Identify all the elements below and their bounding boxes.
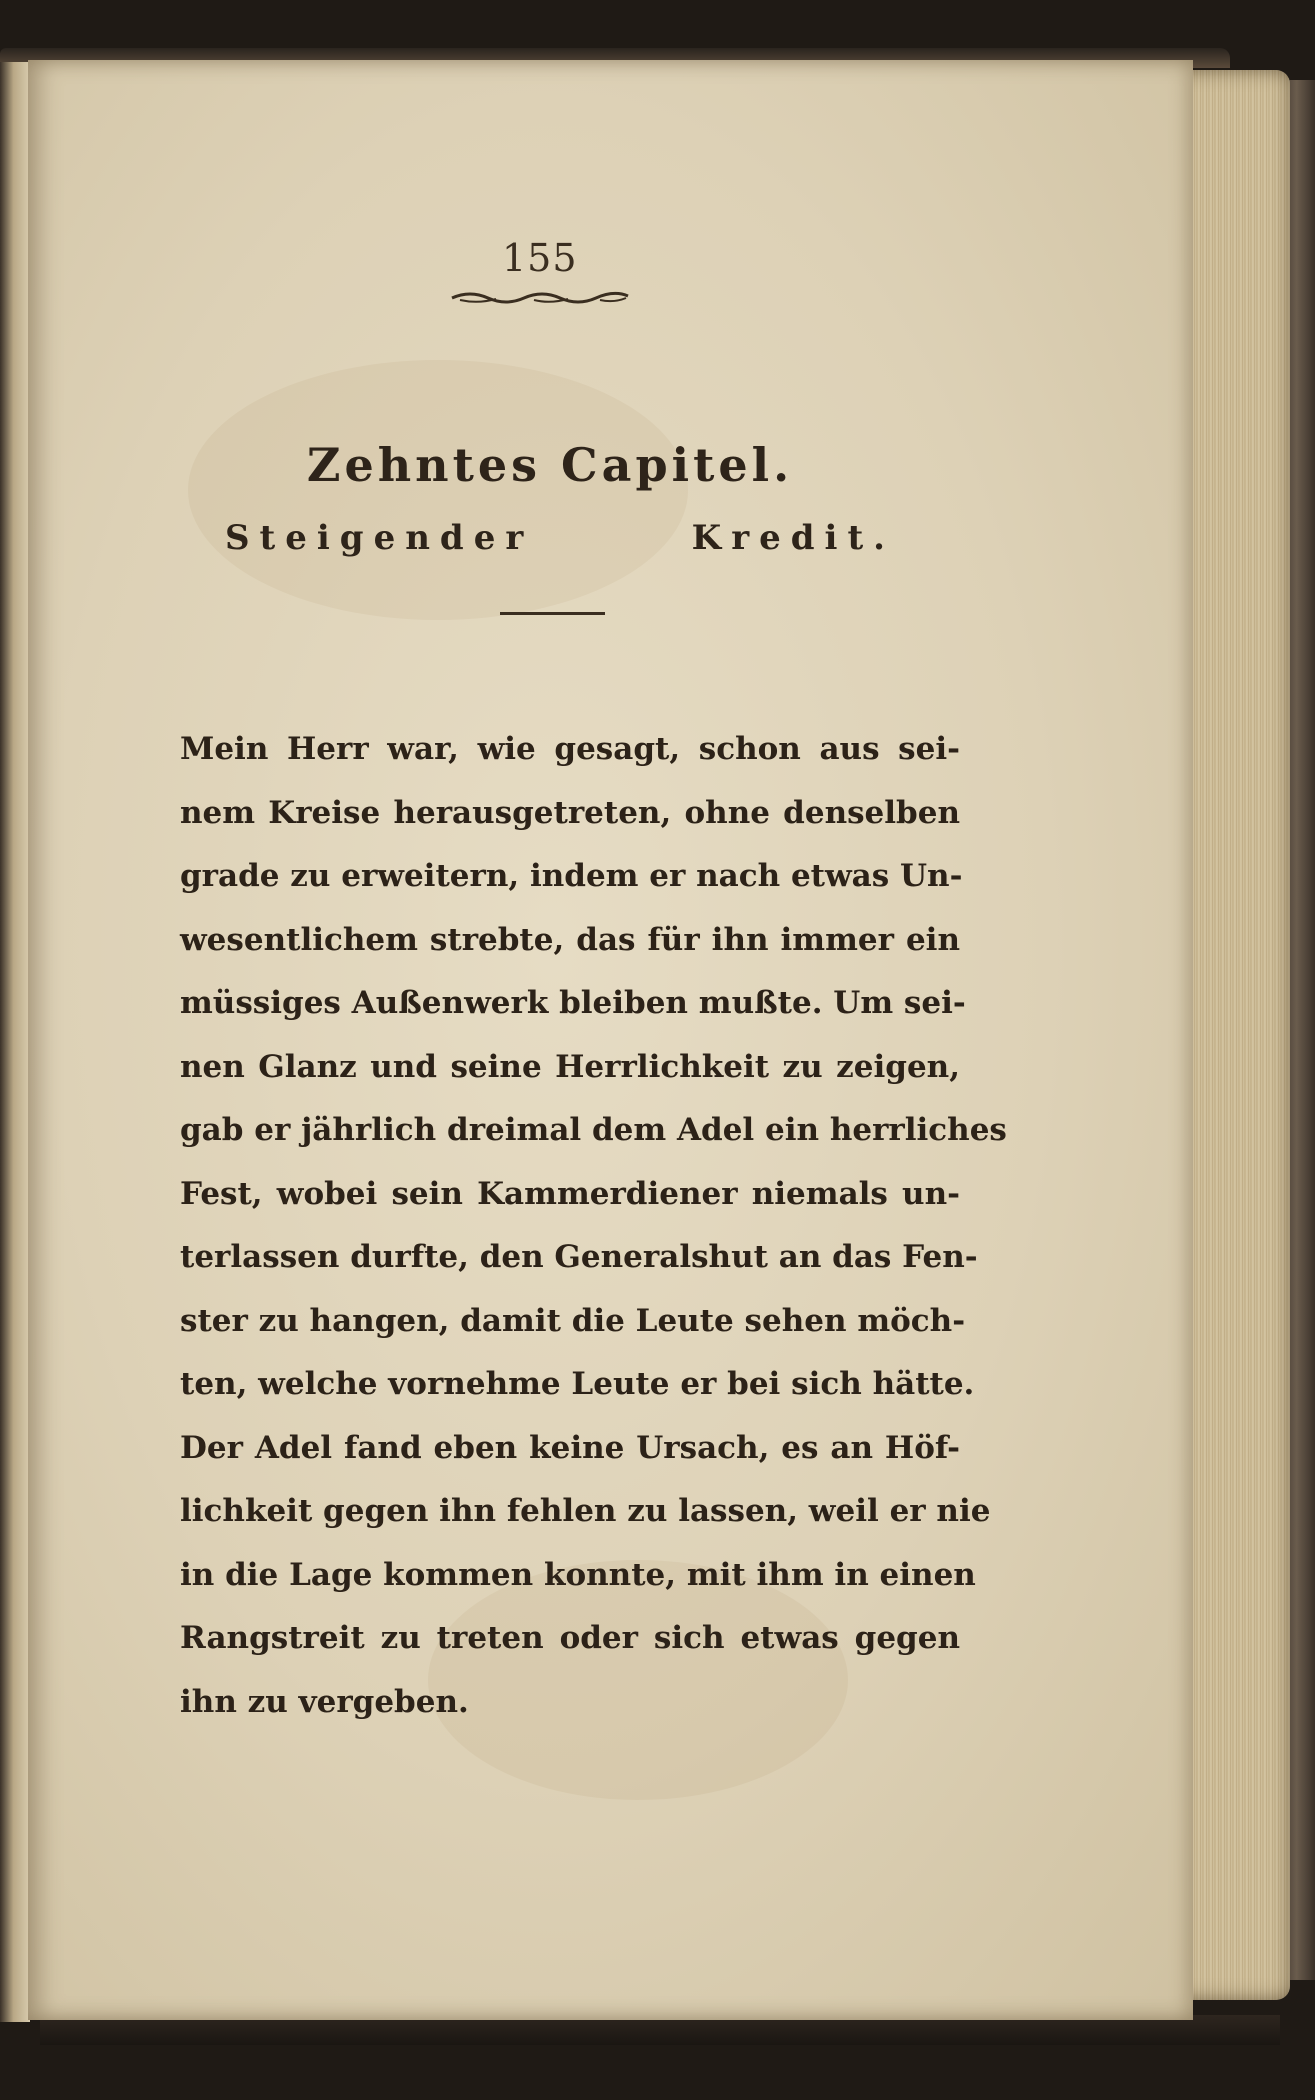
text-line: wesentlichem strebte, das für ihn immer ein	[180, 921, 960, 958]
text-line: nen Glanz und seine Herrlichkeit zu zeigen,	[180, 1048, 960, 1085]
ornament-divider-icon	[450, 288, 630, 306]
text-line: in die Lage kommen konnte, mit ihm in einen	[180, 1556, 976, 1593]
text-line: Fest, wobei sein Kammerdiener niemals un-	[180, 1175, 960, 1212]
text-line: Mein Herr war, wie gesagt, schon aus sei-	[180, 731, 960, 767]
text-line: müssiges Außenwerk bleiben mußte. Um sei-	[180, 985, 966, 1021]
page-number: 155	[502, 236, 578, 280]
chapter-subtitle: Steigender Kredit.	[225, 518, 895, 558]
text-line: lichkeit gegen ihn fehlen zu lassen, weil er nie	[180, 1493, 991, 1529]
chapter-title: Zehntes Capitel.	[306, 438, 794, 492]
text-line: Der Adel fand eben keine Ursach, es an Höf-	[180, 1429, 960, 1466]
text-line: ten, welche vornehme Leute er bei sich hätte.	[180, 1366, 975, 1402]
text-line: terlassen durfte, den Generalshut an das Fen-	[180, 1239, 978, 1275]
text-line: grade zu erweitern, indem er nach etwas Un-	[180, 858, 963, 894]
text-line: gab er jährlich dreimal dem Adel ein herrliches	[180, 1112, 1007, 1148]
text-line: ster zu hangen, damit die Leute sehen möch-	[180, 1302, 966, 1339]
title-rule	[500, 612, 605, 615]
previous-page-edge	[0, 62, 30, 2022]
text-line: ihn zu vergeben.	[180, 1683, 469, 1720]
text-line: Rangstreit zu treten oder sich etwas gegen	[180, 1620, 960, 1656]
text-line: nem Kreise herausgetreten, ohne denselben	[180, 794, 960, 831]
body-text	[180, 718, 1007, 1734]
